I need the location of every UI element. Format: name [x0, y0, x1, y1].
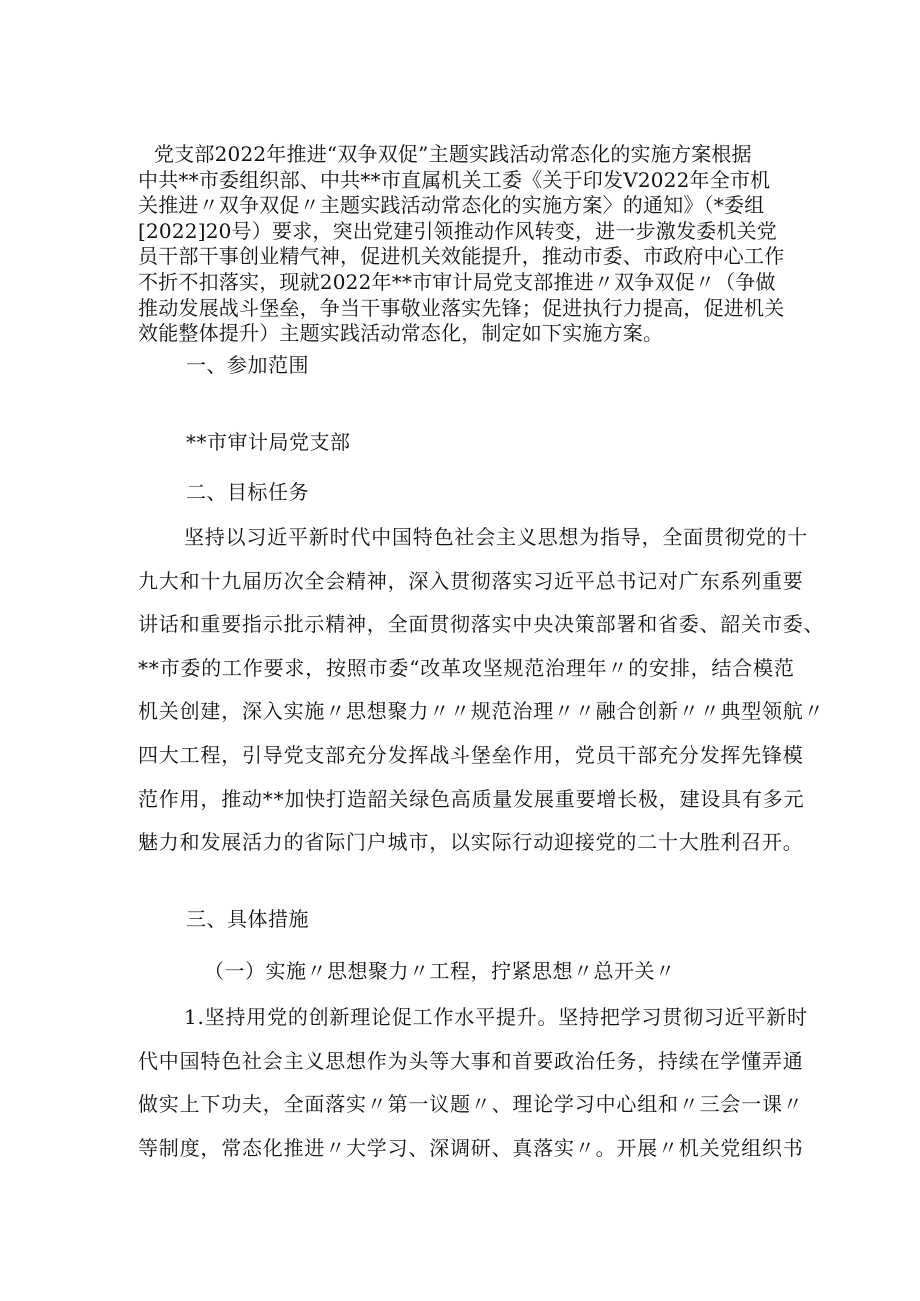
measures-line: 代中国特色社会主义思想作为头等大事和首要政治任务，持续在学懂弄通 [138, 1048, 804, 1073]
goals-line: 机关创建，深入实施〃思想聚力〃〃规范治理〃〃融合创新〃〃典型领航〃 [138, 699, 825, 724]
goals-line: 范作用，推动**加快打造韶关绿色高质量发展重要增长极，建设具有多元 [138, 786, 805, 811]
intro-line: 关推进〃双争双促〃主题实践活动常态化的实施方案〉的通知》（*委组 [138, 193, 765, 218]
intro-line: 推动发展战斗堡垒，争当干事敬业落实先锋；促进执行力提高，促进机关 [138, 295, 785, 320]
section-heading-goals: 二、目标任务 [186, 480, 309, 504]
scope-content: **市审计局党支部 [186, 430, 351, 454]
intro-line: [2022]20号）要求，突出党建引领推动作风转变，进一步激发委机关党 [138, 218, 777, 243]
subsection-heading: （一）实施〃思想聚力〃工程，拧紧思想〃总开关〃 [204, 959, 676, 983]
section-heading-scope: 一、参加范围 [186, 353, 309, 377]
goals-line: 魅力和发展活力的省际门户城市，以实际行动迎接党的二十大胜利召开。 [138, 830, 804, 855]
measures-paragraph [138, 996, 808, 1170]
goals-line: 四大工程，引导党支部充分发挥战斗堡垒作用，党员干部充分发挥先锋模 [138, 742, 804, 767]
goals-paragraph [138, 516, 825, 865]
measures-line: 等制度，常态化推进〃大学习、深调研、真落实〃。开展〃机关党组织书 [138, 1135, 804, 1160]
goals-line: 坚持以习近平新时代中国特色社会主义思想为指导，全面贯彻党的十 [184, 525, 808, 549]
intro-line: 员干部干事创业精气神，促进机关效能提升，推动市委、市政府中心工作 [138, 244, 785, 269]
goals-line: 讲话和重要指示批示精神，全面贯彻落实中央决策部署和省委、韶关市委、 [138, 612, 825, 637]
goals-line: **市委的工作要求，按照市委“改革攻坚规范治理年〃的安排，结合模范 [138, 655, 795, 680]
intro-line: 效能整体提升）主题实践活动常态化，制定如下实施方案。 [138, 321, 664, 346]
intro-line: 党支部2022年推进“双争双促”主题实践活动常态化的实施方案根据 [154, 142, 752, 166]
measures-line: 1.坚持用党的创新理论促工作水平提升。坚持把学习贯彻习近平新时 [184, 1005, 808, 1029]
section-heading-measures: 三、具体措施 [186, 907, 309, 931]
intro-paragraph [138, 142, 788, 347]
goals-line: 九大和十九届历次全会精神，深入贯彻落实习近平总书记对广东系列重要 [138, 568, 804, 593]
intro-line: 中共**市委组织部、中共**市直属机关工委《关于印发V2022年全市机 [138, 167, 771, 192]
intro-line: 不折不扣落实，现就2022年**市审计局党支部推进〃双争双促〃（争做 [138, 269, 776, 294]
measures-line: 做实上下功夫，全面落实〃第一议题〃、理论学习中心组和〃三会一课〃 [138, 1092, 804, 1117]
